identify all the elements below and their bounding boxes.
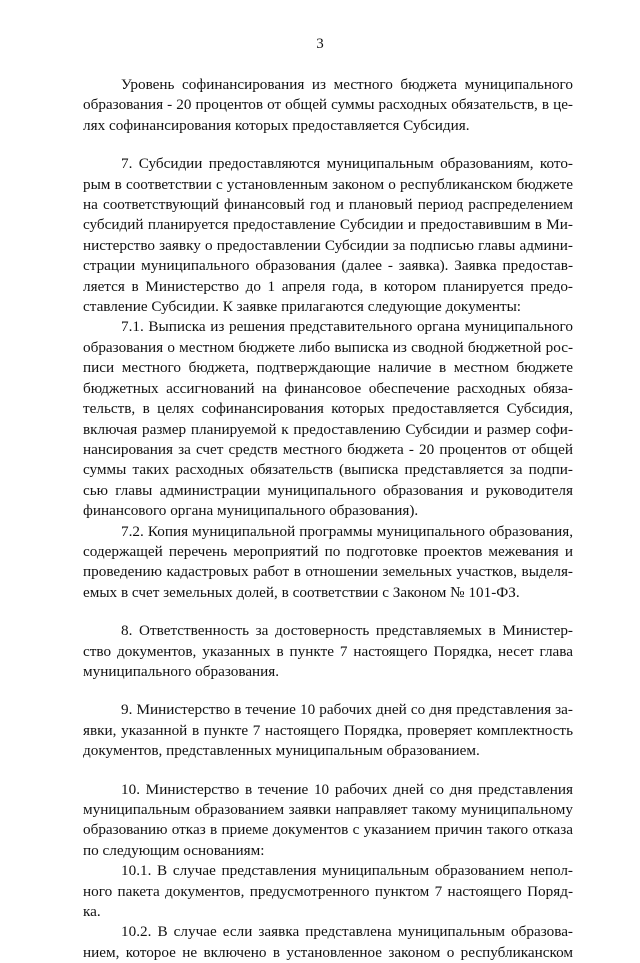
text-line: 7.2. Копия муниципальной программы муниципального образования,: [121, 522, 573, 540]
text-line: муниципального образования.: [83, 662, 280, 680]
text-line: нистерство заявку о предоставлении Субсидии за подписью главы админи-: [83, 236, 573, 254]
text-line: ка.: [83, 903, 101, 921]
paragraph: [83, 621, 573, 682]
text-line: включая размер планируемой к предоставлению Субсидии и размер софи-: [83, 420, 573, 438]
paragraph: [83, 922, 573, 963]
text-line: ного пакета документов, предусмотренного пунктом 7 настоящего Поряд-: [83, 882, 573, 900]
text-line: ство документов, указанных в пункте 7 настоящего Порядка, несет глава: [83, 642, 573, 660]
text-line: 7.1. Выписка из решения представительного органа муниципального: [121, 318, 573, 336]
text-line: явки, указанной в пункте 7 настоящего Порядка, проверяет комплектность: [83, 721, 573, 739]
page-number: 3: [316, 36, 324, 52]
text-line: нием, которое не включено в установленное законом о республиканском: [83, 943, 573, 961]
text-line: страции муниципального образования (далее - заявка). Заявка предостав-: [83, 257, 573, 275]
paragraph: [83, 317, 573, 521]
text-line: 7. Субсидии предоставляются муниципальным образованиям, кото-: [121, 155, 573, 173]
paragraph: [83, 700, 573, 761]
text-line: Уровень софинансирования из местного бюджета муниципального: [121, 76, 573, 93]
paragraph: [83, 780, 573, 862]
text-line: муниципальным образованием заявки направляет такому муниципальному: [83, 801, 573, 818]
paragraph: [83, 522, 573, 604]
text-line: содержащей перечень мероприятий по подготовке проектов межевания и: [83, 542, 573, 560]
text-line: 9. Министерство в течение 10 рабочих дней со дня представления за-: [121, 701, 573, 719]
paragraph: [83, 861, 573, 922]
text-line: по следующим основаниям:: [83, 841, 265, 859]
text-line: бюджетных ассигнований на финансовое обеспечение расходных обяза-: [83, 379, 573, 397]
text-line: 10. Министерство в течение 10 рабочих дней со дня представления: [121, 780, 573, 798]
text-line: писи местного бюджета, подтверждающие наличие в местном бюджете: [83, 359, 573, 377]
text-line: тельств, в целях софинансирования которых предоставляется Субсидия,: [83, 400, 573, 418]
text-line: сью главы администрации муниципального образования и руководителя: [83, 481, 573, 499]
text-line: финансового органа муниципального образования).: [83, 502, 419, 520]
text-line: суммы таких расходных обязательств (выписка представляется за подпи-: [83, 461, 573, 479]
text-line: ставление Субсидии. К заявке прилагаются следующие документы:: [83, 298, 522, 316]
text-line: образованию отказ в приеме документов с указанием причин такого отказа: [83, 821, 573, 839]
text-line: 8. Ответственность за достоверность представляемых в Министер-: [121, 622, 573, 640]
text-line: лях софинансирования которых предоставляется Субсидия.: [83, 116, 470, 134]
text-line: на соответствующий финансовый год и плановый период распределением: [83, 196, 573, 214]
text-line: 10.2. В случае если заявка представлена муниципальным образова-: [121, 923, 573, 941]
text-line: емых в счет земельных долей, в соответствии с Законом № 101-ФЗ.: [83, 583, 520, 601]
text-line: рым в соответствии с установленным законом о республиканском бюджете: [83, 175, 573, 193]
text-line: нансирования за счет средств местного бюджета - 20 процентов от общей: [83, 440, 573, 458]
text-line: ляется в Министерство до 1 апреля года, в котором планируется предо-: [83, 277, 573, 295]
paragraph: [83, 154, 573, 317]
document-body: [83, 75, 573, 963]
text-line: проведению кадастровых работ в отношении земельных участков, выделя-: [83, 563, 573, 581]
text-line: документов, представленных муниципальным образованием.: [83, 742, 480, 760]
text-line: 10.1. В случае представления муниципальным образованием непол-: [121, 862, 573, 880]
text-line: субсидий планируется предоставление Субсидии и предоставившим в Ми-: [83, 216, 573, 234]
paragraph: [83, 75, 573, 136]
text-line: образования о местном бюджете либо выписка из сводной бюджетной рос-: [83, 338, 573, 356]
text-line: образования - 20 процентов от общей суммы расходных обязательств, в це-: [83, 96, 573, 114]
